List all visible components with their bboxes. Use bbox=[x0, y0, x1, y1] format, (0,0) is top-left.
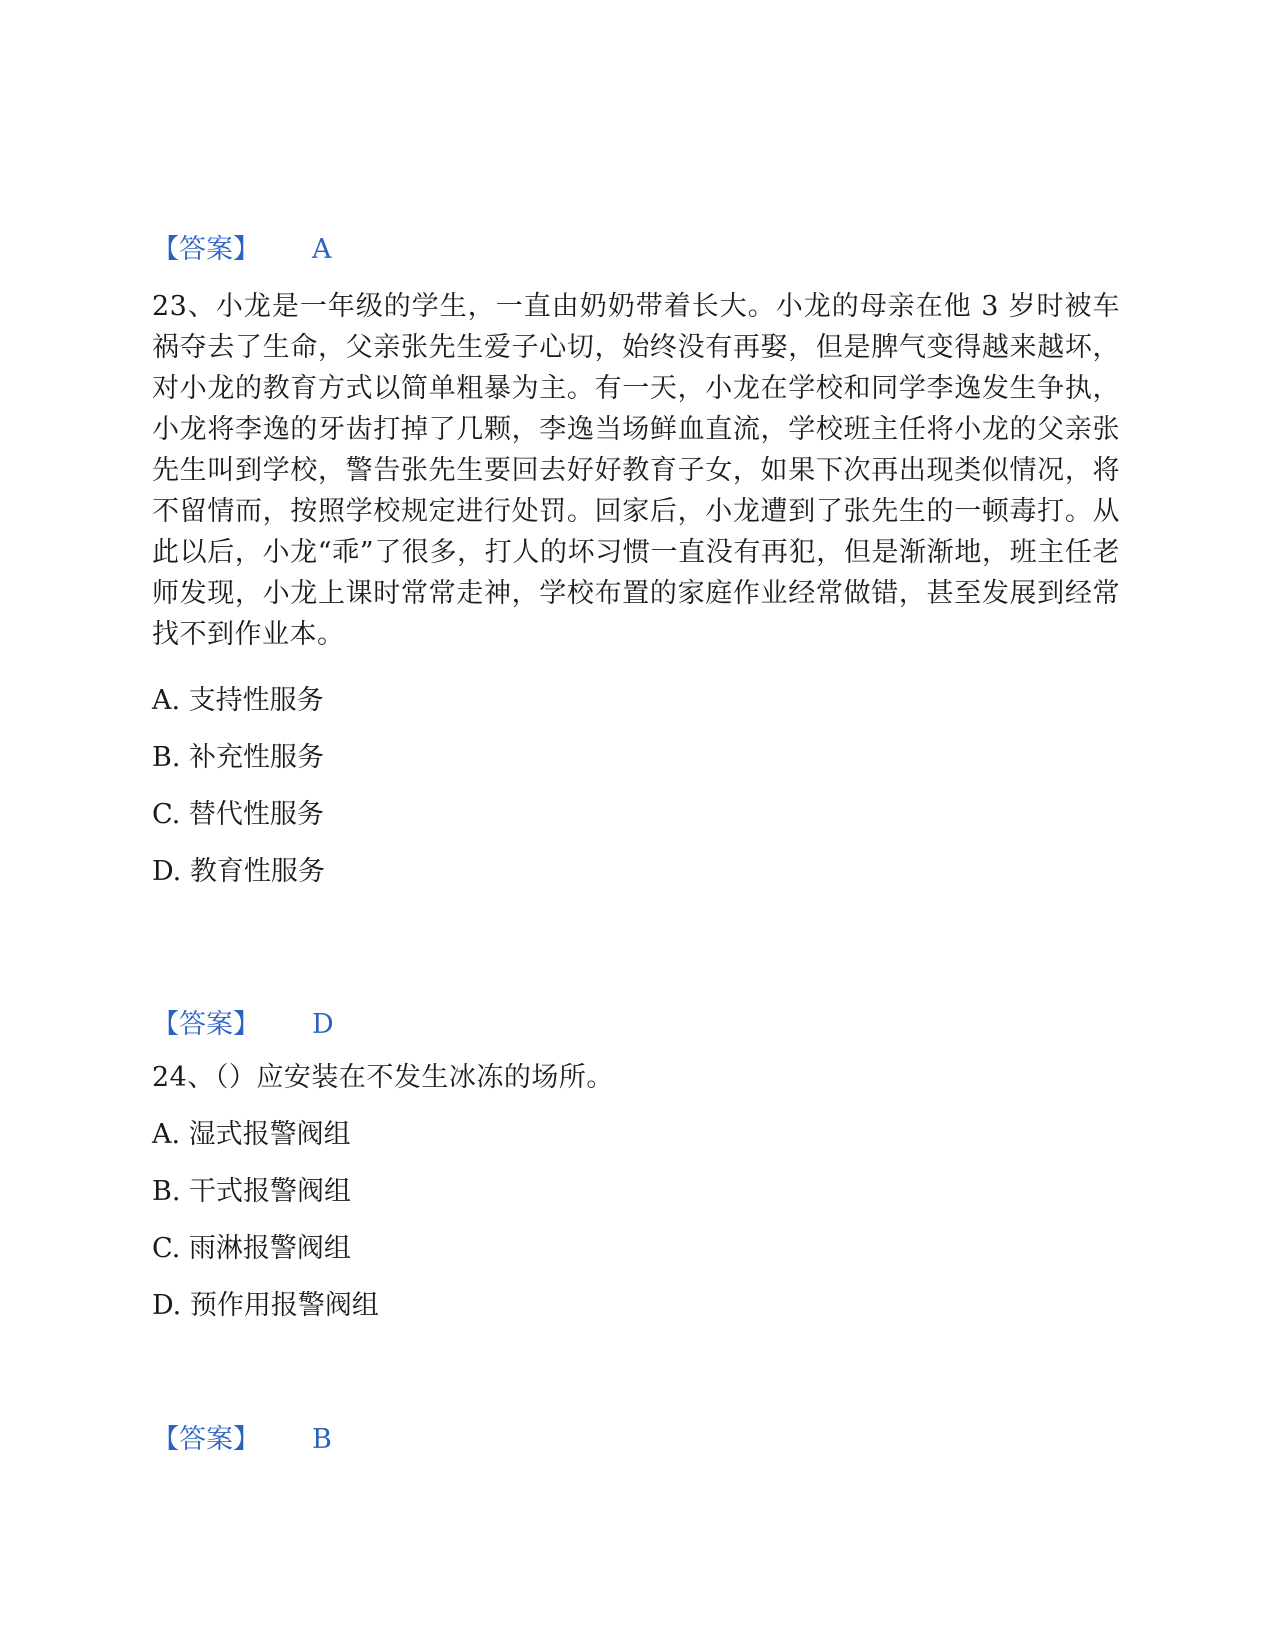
option-d: D. 教育性服务 bbox=[152, 856, 325, 887]
option-b: B. 补充性服务 bbox=[152, 742, 325, 773]
answer-label: 【答案】 bbox=[152, 234, 260, 265]
answer-value: B bbox=[312, 1424, 332, 1455]
answer-line-24 bbox=[152, 1420, 332, 1460]
answer-line-22 bbox=[152, 230, 332, 270]
answer-label: 【答案】 bbox=[152, 1009, 260, 1040]
option-a: A. 支持性服务 bbox=[152, 685, 324, 716]
question-stem: 24、（）应安装在不发生冰冻的场所。 bbox=[152, 1062, 614, 1093]
answer-line-23 bbox=[152, 1005, 334, 1045]
question-stem: 23、小龙是一年级的学生，一直由奶奶带着长大。小龙的母亲在他 3 岁时被车祸夺去了生命，父亲张先生爱子心切，始终没有再娶，但是脾气变得越来越坏，对小龙的教育方式以简单粗暴为主。有一天，小龙在学校和同学李逸发生争执，小龙将李逸的牙齿打掉了几颗，李逸当场鲜血直流，学校班主任将小龙的父亲张先生叫到学校，警告张先生要回去好好教育子女，如果下次再出现类似情况，将不留情而，按照学校规定进行处罚。回家后，小龙遭到了张先生的一顿毒打。从此以后，小龙“乖”了很多，打人的坏习惯一直没有再犯，但是渐渐地，班主任老师发现，小龙上课时常常走神，学校布置的家庭作业经常做错，甚至发展到经常找不到作业本。 bbox=[152, 291, 1120, 650]
answer-value: D bbox=[312, 1009, 334, 1040]
option-a: A. 湿式报警阀组 bbox=[152, 1119, 351, 1150]
question-23 bbox=[152, 286, 1120, 900]
option-b: B. 干式报警阀组 bbox=[152, 1176, 352, 1207]
option-c: C. 替代性服务 bbox=[152, 799, 324, 830]
answer-value: A bbox=[312, 234, 332, 265]
option-c: C. 雨淋报警阀组 bbox=[152, 1233, 351, 1264]
answer-label: 【答案】 bbox=[152, 1424, 260, 1455]
question-24 bbox=[152, 1057, 1120, 1334]
option-d: D. 预作用报警阀组 bbox=[152, 1290, 379, 1321]
